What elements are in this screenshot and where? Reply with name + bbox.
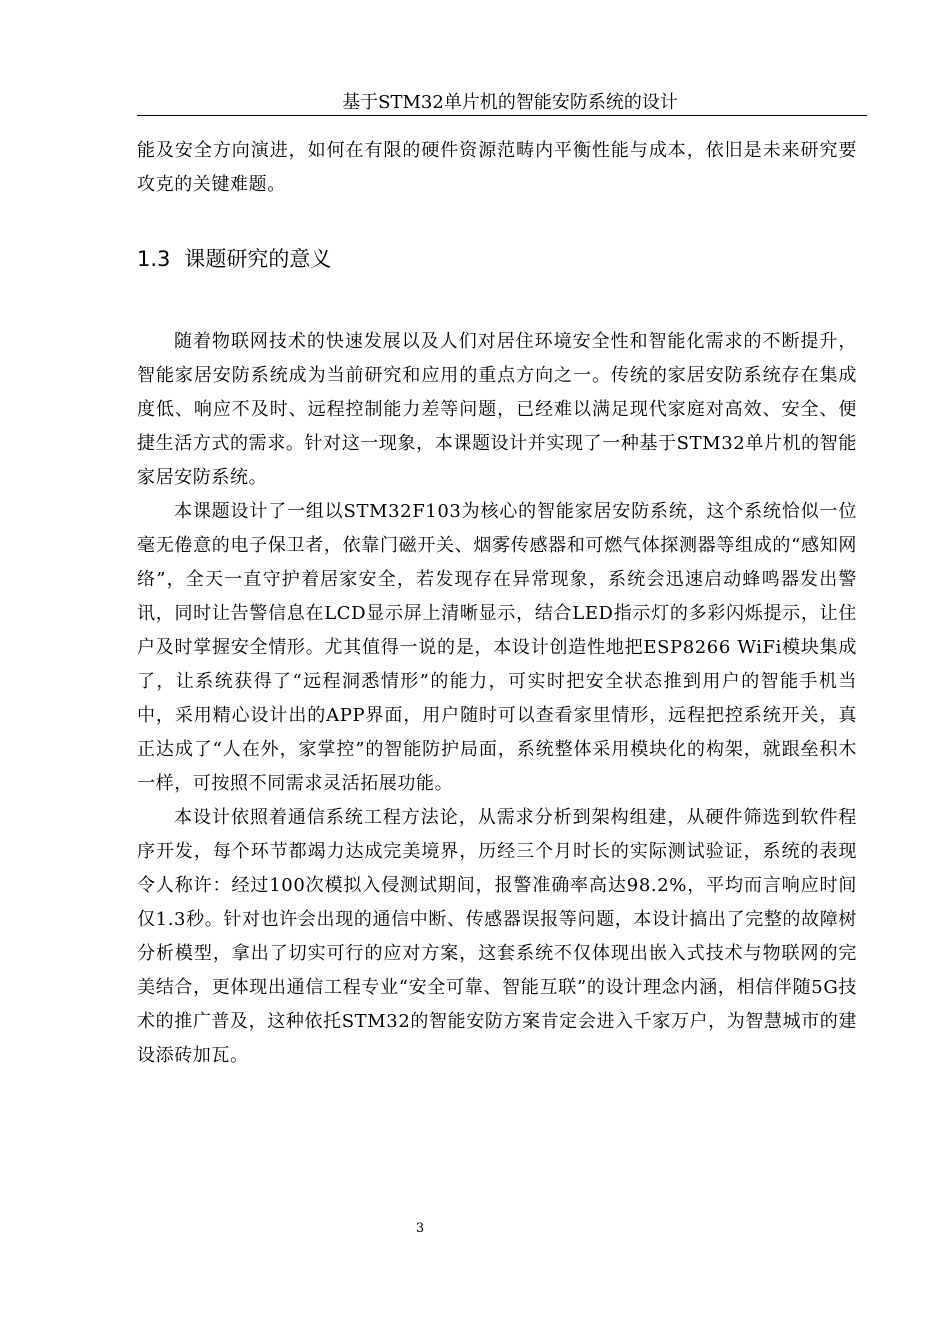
section-number: 1.3 [137, 247, 171, 271]
section-title: 课题研究的意义 [184, 247, 332, 271]
continuation-paragraph: 能及安全方向演进，如何在有限的硬件资源范畴内平衡性能与成本，依旧是未来研究要攻克的关键难题。 [137, 140, 857, 195]
body-paragraph-1: 随着物联网技术的快速发展以及人们对居住环境安全性和智能化需求的不断提升，智能家居安防系统成为当前研究和应用的重点方向之一。传统的家居安防系统存在集成度低、响应不及时、远程控制能力差等问题，已经难以满足现代家庭对高效、安全、便捷生活方式的需求。针对这一现象，本课题设计并实现了一种基于STM32单片机的智能家居安防系统。 [137, 331, 857, 488]
header-divider [137, 115, 867, 116]
continuation-block [137, 134, 857, 202]
page-number: 3 [415, 1221, 425, 1236]
section-heading [137, 244, 331, 274]
running-header-title: 基于STM32单片机的智能安防系统的设计 [342, 92, 678, 113]
body-paragraph-2: 本课题设计了一组以STM32F103为核心的智能家居安防系统，这个系统恰似一位毫无倦意的电子保卫者，依靠门磁开关、烟雾传感器和可燃气体探测器等组成的“感知网络”，全天一直守护着居家安全，若发现存在异常现象，系统会迅速启动蜂鸣器发出警讯，同时让告警信息在LCD显示屏上清晰显示，结合LED指示灯的多彩闪烁提示，让住户及时掌握安全情形。尤其值得一说的是，本设计创造性地把ESP8266 WiFi模块集成了，让系统获得了“远程洞悉情形”的能力，可实时把安全状态推到用户的智能手机当中，采用精心设计出的APP界面，用户随时可以查看家里情形，远程把控系统开关，真正达成了“人在外，家掌控”的智能防护局面，系统整体采用模块化的构架，就跟垒积木一样，可按照不同需求灵活拓展功能。 [137, 501, 857, 794]
body-paragraph-3: 本设计依照着通信系统工程方法论，从需求分析到架构组建，从硬件筛选到软件程序开发，每个环节都竭力达成完美境界，历经三个月时长的实际测试验证，系统的表现令人称许：经过100次模拟入侵测试期间，报警准确率高达98.2%，平均而言响应时间仅1.3秒。针对也许会出现的通信中断、传感器误报等问题，本设计搞出了完整的故障树分析模型，拿出了切实可行的应对方案，这套系统不仅体现出嵌入式技术与物联网的完美结合，更体现出通信工程专业“安全可靠、智能互联”的设计理念内涵，相信伴随5G技术的推广普及，这种依托STM32的智能安防方案肯定会进入千家万户，为智慧城市的建设添砖加瓦。 [137, 807, 857, 1066]
section-body [137, 325, 857, 1073]
